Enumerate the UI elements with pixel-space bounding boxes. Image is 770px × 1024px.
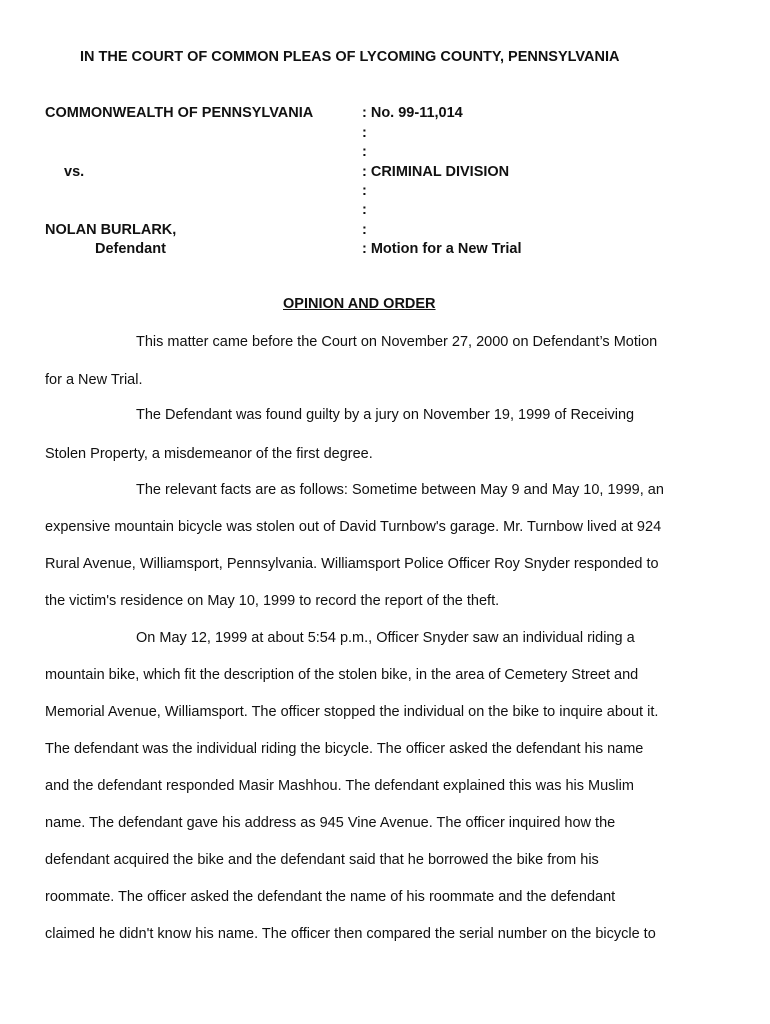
body-line: defendant acquired the bike and the defendant said that he borrowed the bike from his: [45, 852, 599, 868]
caption-colon: :: [362, 144, 367, 160]
caption-motion: : Motion for a New Trial: [362, 241, 522, 257]
court-title: IN THE COURT OF COMMON PLEAS OF LYCOMING COUNTY, PENNSYLVANIA: [80, 49, 620, 65]
caption-case-number: : No. 99-11,014: [362, 105, 463, 121]
body-line: Rural Avenue, Williamsport, Pennsylvania. Williamsport Police Officer Roy Snyder responded to: [45, 556, 659, 572]
body-line: name. The defendant gave his address as 945 Vine Avenue. The officer inquired how the: [45, 815, 616, 831]
body-line: claimed he didn't know his name. The officer then compared the serial number on the bicycle to: [45, 926, 656, 942]
body-line: The Defendant was found guilty by a jury on November 19, 1999 of Receiving: [136, 407, 635, 423]
body-line: and the defendant responded Masir Mashhou. The defendant explained this was his Muslim: [45, 778, 634, 794]
body-line: On May 12, 1999 at about 5:54 p.m., Officer Snyder saw an individual riding a: [136, 630, 635, 646]
body-line: the victim's residence on May 10, 1999 to record the report of the theft.: [45, 593, 500, 609]
body-line: Stolen Property, a misdemeanor of the first degree.: [45, 446, 373, 462]
body-line: The relevant facts are as follows: Sometime between May 9 and May 10, 1999, an: [136, 482, 664, 498]
caption-colon: :: [362, 125, 367, 141]
body-line: mountain bike, which fit the description of the stolen bike, in the area of Cemetery Street and: [45, 667, 639, 683]
caption-colon: :: [362, 222, 367, 238]
body-line: This matter came before the Court on November 27, 2000 on Defendant’s Motion: [136, 334, 658, 350]
caption-versus: vs.: [64, 164, 85, 180]
caption-defendant-name: NOLAN BURLARK,: [45, 222, 177, 238]
body-line: The defendant was the individual riding the bicycle. The officer asked the defendant his name: [45, 741, 644, 757]
caption-division: : CRIMINAL DIVISION: [362, 164, 510, 180]
body-line: roommate. The officer asked the defendant the name of his roommate and the defendant: [45, 889, 616, 905]
caption-colon: :: [362, 183, 367, 199]
body-line: expensive mountain bicycle was stolen out of David Turnbow's garage. Mr. Turnbow lived at 924: [45, 519, 662, 535]
body-line: for a New Trial.: [45, 372, 143, 388]
opinion-heading: OPINION AND ORDER: [283, 296, 436, 312]
caption-colon: :: [362, 202, 367, 218]
body-line: Memorial Avenue, Williamsport. The officer stopped the individual on the bike to inquire about it.: [45, 704, 659, 720]
caption-plaintiff: COMMONWEALTH OF PENNSYLVANIA: [45, 105, 314, 121]
caption-defendant-label: Defendant: [95, 241, 166, 257]
